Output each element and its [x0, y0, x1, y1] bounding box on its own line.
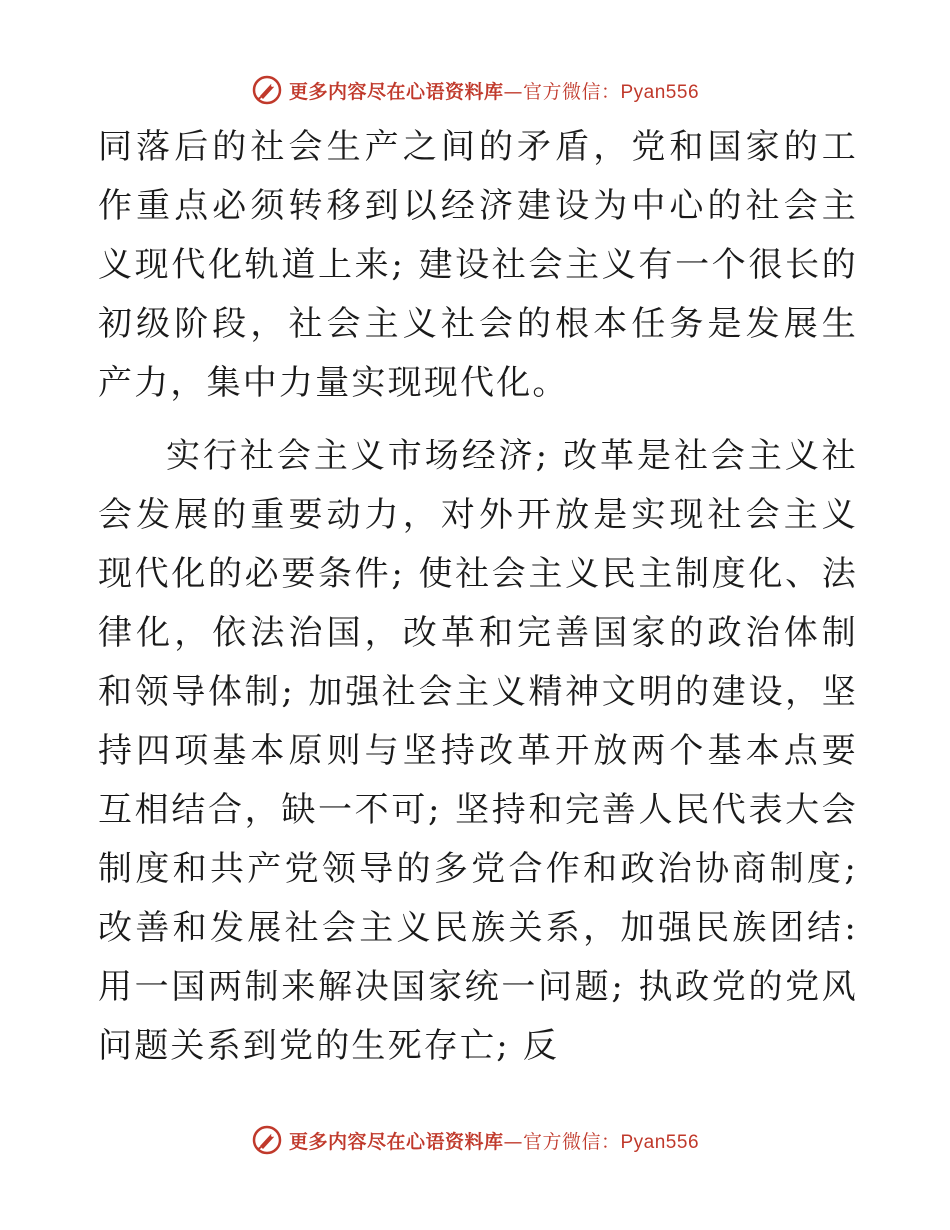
- watermark-dash: —: [503, 1130, 523, 1153]
- watermark-wechat-id: Pyan556: [620, 81, 700, 103]
- watermark-brand: 更多内容尽在心语资料库: [288, 80, 504, 103]
- pen-nib-circle-icon: [251, 74, 283, 106]
- watermark-brand: 更多内容尽在心语资料库: [288, 1130, 504, 1153]
- document-body: [98, 118, 858, 1076]
- watermark-text: [289, 1127, 699, 1154]
- paragraph-1: 同落后的社会生产之间的矛盾，党和国家的工作重点必须转移到以经济建设为中心的社会主义现代化轨道上来; 建设社会主义有一个很长的初级阶段，社会主义社会的根本任务是发展生产力，集中力量实现现代化。: [98, 127, 858, 403]
- watermark-text: [289, 77, 699, 104]
- watermark-dash: —: [503, 80, 523, 103]
- paragraph-2: 实行社会主义市场经济; 改革是社会主义社会发展的重要动力，对外开放是实现社会主义现代化的必要条件; 使社会主义民主制度化、法律化，依法治国，改革和完善国家的政治体制和领导体制; 加强社会主义精神文明的建设，坚持四项基本原则与坚持改革开放两个基本点要互相结合，缺一不可; 坚持和完善人民代表大会制度和共产党领导的多党合作和政治协商制度; 改善和发展社会主义民族关系，加强民族团结: 用一国两制来解决国家统一问题; 执政党的党风问题关系到党的生死存亡; 反: [98, 436, 858, 1066]
- footer-watermark: [0, 1120, 950, 1160]
- watermark-official-label: 官方微信：: [522, 80, 621, 103]
- pen-nib-circle-icon: [251, 1124, 283, 1156]
- watermark-wechat-id: Pyan556: [620, 1131, 700, 1153]
- header-watermark: [0, 70, 950, 110]
- watermark-official-label: 官方微信：: [522, 1130, 621, 1153]
